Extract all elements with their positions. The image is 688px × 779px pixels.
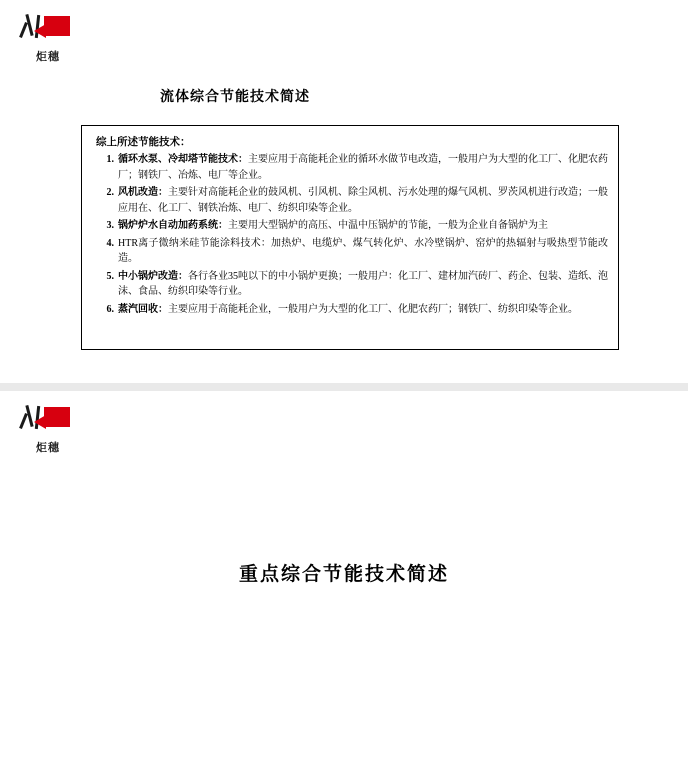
list-item-lead: 锅炉炉水自动加药系统： (118, 220, 228, 231)
content-box (81, 125, 619, 350)
logo-text: 炬穗 (36, 442, 60, 454)
list-item-number: 3. (106, 220, 114, 231)
list-item-lead: 蒸汽回收： (118, 303, 168, 315)
list-item-number: 4. (106, 237, 114, 249)
list-item (106, 269, 608, 300)
logo-mark-icon (22, 405, 74, 437)
list-item (106, 236, 609, 267)
list-item-text: 主要应用于高能耗企业的循环水做节电改造，一般用户为大型的化工厂、化肥农药厂；钢铁厂、冶炼、电厂等企业。 (118, 154, 608, 181)
list-item-number: 1. (106, 154, 114, 165)
company-logo (22, 14, 78, 64)
slide-2 (0, 391, 688, 779)
list-item-lead: 循环水泵、冷却塔节能技术： (118, 154, 248, 165)
list-item (106, 185, 608, 216)
list-item-lead: 中小锅炉改造： (118, 270, 188, 282)
list-item (106, 152, 608, 183)
list-item-text: 各行各业35吨以下的中小锅炉更换；一般用户：化工厂、建材加汽砖厂、药企、包装、造纸、泡沫、食品、纺织印染等行业。 (118, 270, 608, 297)
logo-square-icon (44, 16, 70, 36)
list-item-lead: 风机改造： (118, 187, 168, 198)
content-intro: 综上所述节能技术： (96, 137, 191, 148)
company-logo (22, 405, 78, 455)
list-item (106, 302, 608, 318)
slide-2-title: 重点综合节能技术简述 (238, 564, 449, 585)
slide-1 (0, 0, 688, 383)
list-item-text: 主要针对高能耗企业的鼓风机、引风机、除尘风机、污水处理的爆气风机、罗茨风机进行改造；一般应用在、化工厂、钢铁冶炼、电厂、纺织印染等企业。 (118, 187, 608, 214)
slide-1-title: 流体综合节能技术简述 (160, 90, 310, 105)
logo-text: 炬穗 (36, 51, 60, 63)
logo-stroke-left-icon (19, 22, 28, 38)
logo-stroke-left-icon (19, 413, 28, 429)
list-item (106, 218, 608, 234)
list-item-text: 加热炉、电缆炉、煤气转化炉、水冷壁锅炉、窑炉的热辐射与吸热型节能改造。 (118, 237, 609, 264)
list-item-number: 2. (106, 187, 114, 198)
list-item-number: 6. (106, 303, 114, 315)
list-item-lead: HTR离子微纳米硅节能涂料技术： (118, 237, 272, 249)
technology-list (92, 152, 608, 317)
list-item-number: 5. (106, 270, 114, 282)
list-item-text: 主要用大型锅炉的高压、中温中压锅炉的节能，一般为企业自备锅炉为主 (228, 220, 548, 231)
logo-square-icon (44, 407, 70, 427)
logo-mark-icon (22, 14, 74, 46)
list-item-text: 主要应用于高能耗企业，一般用户为大型的化工厂、化肥农药厂；钢铁厂、纺织印染等企业。 (168, 303, 578, 315)
